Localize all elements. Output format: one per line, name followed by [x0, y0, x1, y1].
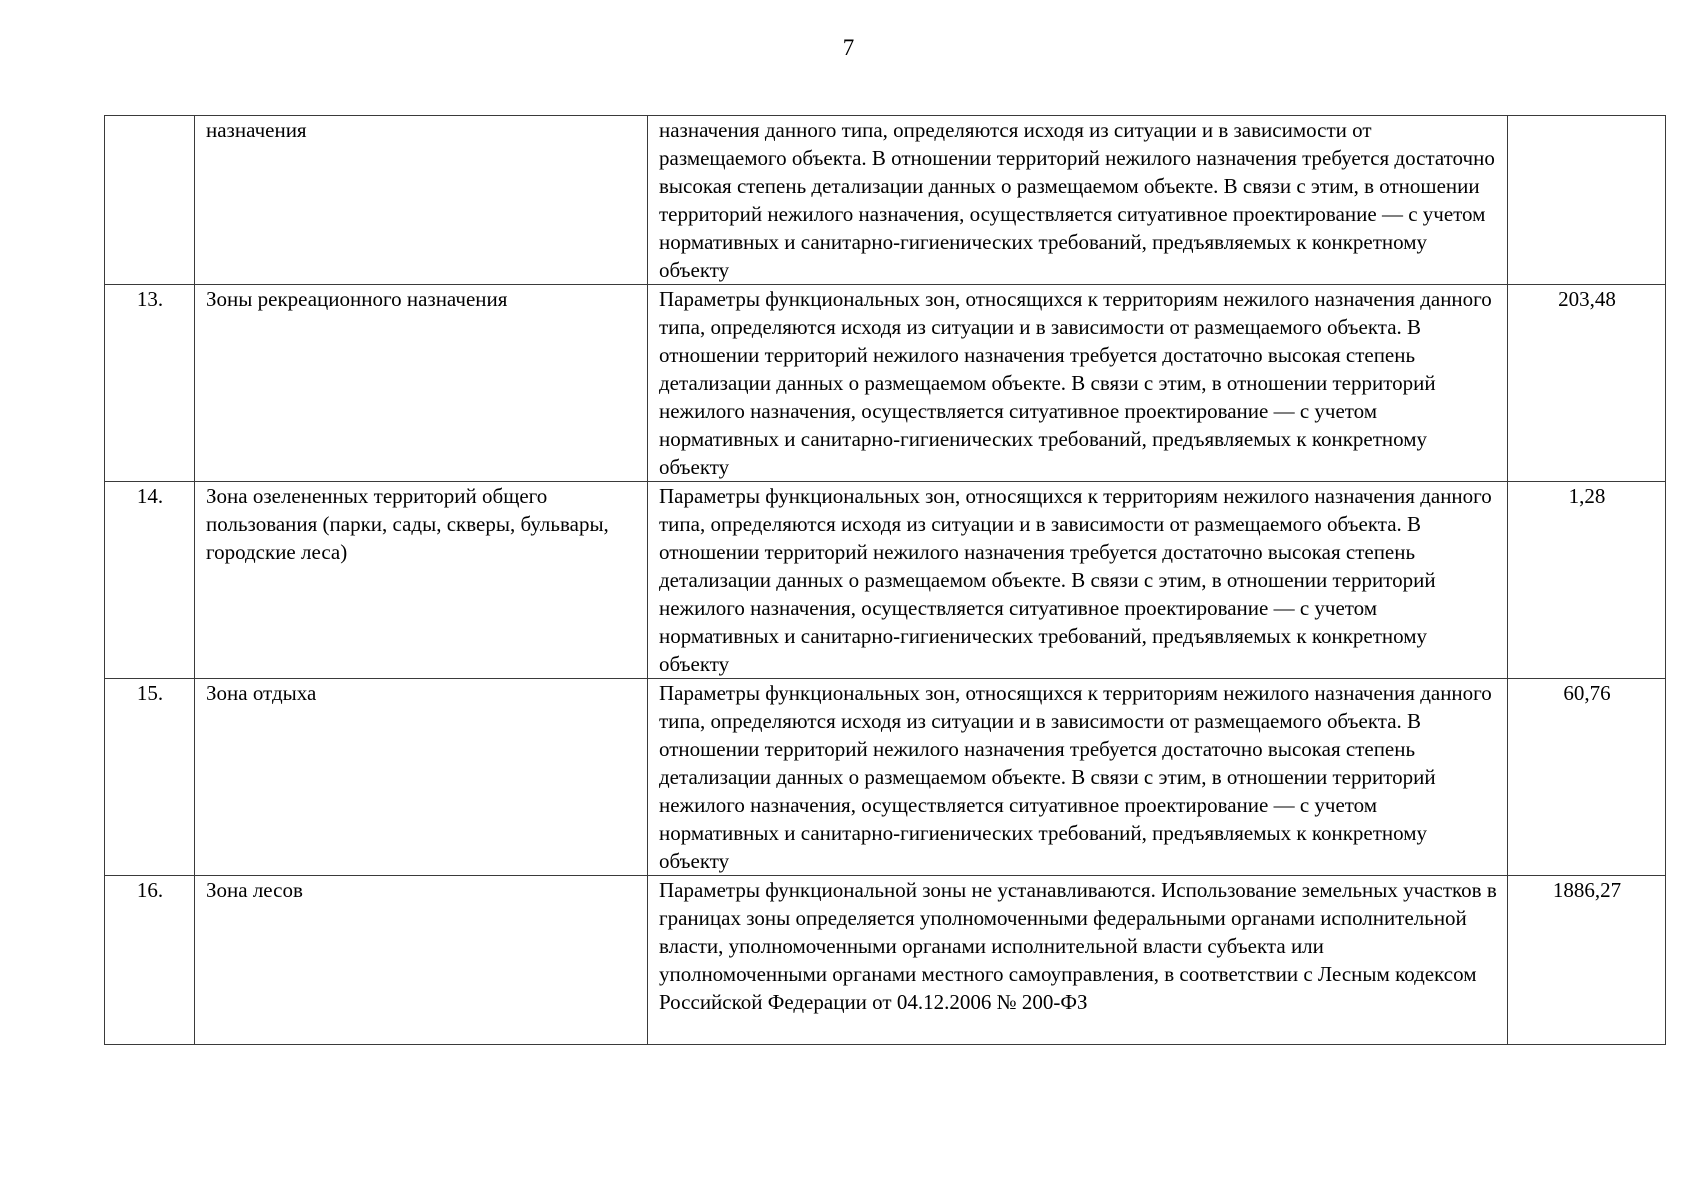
zone-parameters: Параметры функциональной зоны не устанавливаются. Использование земельных участков в границах зоны определяется уполномоченными федеральными органами исполнительной власти, уполномоченными органами исполнительной власти субъекта или уполномоченными органами местного самоуправления, в соответствии с Лесным кодексом Российской Федерации от 04.12.2006 № 200-ФЗ — [648, 876, 1508, 1045]
zone-parameters: назначения данного типа, определяются исходя из ситуации и в зависимости от размещаемого объекта. В отношении территорий нежилого назначения требуется достаточно высокая степень детализации данных о размещаемом объекте. В связи с этим, в отношении территорий нежилого назначения, осуществляется ситуативное проектирование — с учетом нормативных и санитарно-гигиенических требований, предъявляемых к конкретному объекту — [648, 116, 1508, 285]
table-row — [105, 285, 1666, 482]
page-number: 7 — [842, 35, 855, 60]
zone-name: Зона озелененных территорий общего пользования (парки, сады, скверы, бульвары, городские леса) — [195, 482, 648, 679]
table-row — [105, 876, 1666, 1045]
zone-area: 60,76 — [1508, 679, 1666, 876]
zone-name: Зона отдыха — [195, 679, 648, 876]
table-row — [105, 679, 1666, 876]
row-number: 16. — [105, 876, 195, 1045]
zone-name: Зона лесов — [195, 876, 648, 1045]
zone-name: назначения — [195, 116, 648, 285]
row-number: 14. — [105, 482, 195, 679]
zone-parameters: Параметры функциональных зон, относящихся к территориям нежилого назначения данного типа, определяются исходя из ситуации и в зависимости от размещаемого объекта. В отношении территорий нежилого назначения требуется достаточно высокая степень детализации данных о размещаемом объекте. В связи с этим, в отношении территорий нежилого назначения, осуществляется ситуативное проектирование — с учетом нормативных и санитарно-гигиенических требований, предъявляемых к конкретному объекту — [648, 679, 1508, 876]
zone-area: 1886,27 — [1508, 876, 1666, 1045]
zone-parameters: Параметры функциональных зон, относящихся к территориям нежилого назначения данного типа, определяются исходя из ситуации и в зависимости от размещаемого объекта. В отношении территорий нежилого назначения требуется достаточно высокая степень детализации данных о размещаемом объекте. В связи с этим, в отношении территорий нежилого назначения, осуществляется ситуативное проектирование — с учетом нормативных и санитарно-гигиенических требований, предъявляемых к конкретному объекту — [648, 482, 1508, 679]
zone-area: 1,28 — [1508, 482, 1666, 679]
row-number: 13. — [105, 285, 195, 482]
row-number — [105, 116, 195, 285]
functional-zones-table — [104, 115, 1666, 1045]
zone-parameters: Параметры функциональных зон, относящихся к территориям нежилого назначения данного типа, определяются исходя из ситуации и в зависимости от размещаемого объекта. В отношении территорий нежилого назначения требуется достаточно высокая степень детализации данных о размещаемом объекте. В связи с этим, в отношении территорий нежилого назначения, осуществляется ситуативное проектирование — с учетом нормативных и санитарно-гигиенических требований, предъявляемых к конкретному объекту — [648, 285, 1508, 482]
table-row — [105, 482, 1666, 679]
zone-area: 203,48 — [1508, 285, 1666, 482]
table-row — [105, 116, 1666, 285]
zone-name: Зоны рекреационного назначения — [195, 285, 648, 482]
row-number: 15. — [105, 679, 195, 876]
zone-area — [1508, 116, 1666, 285]
